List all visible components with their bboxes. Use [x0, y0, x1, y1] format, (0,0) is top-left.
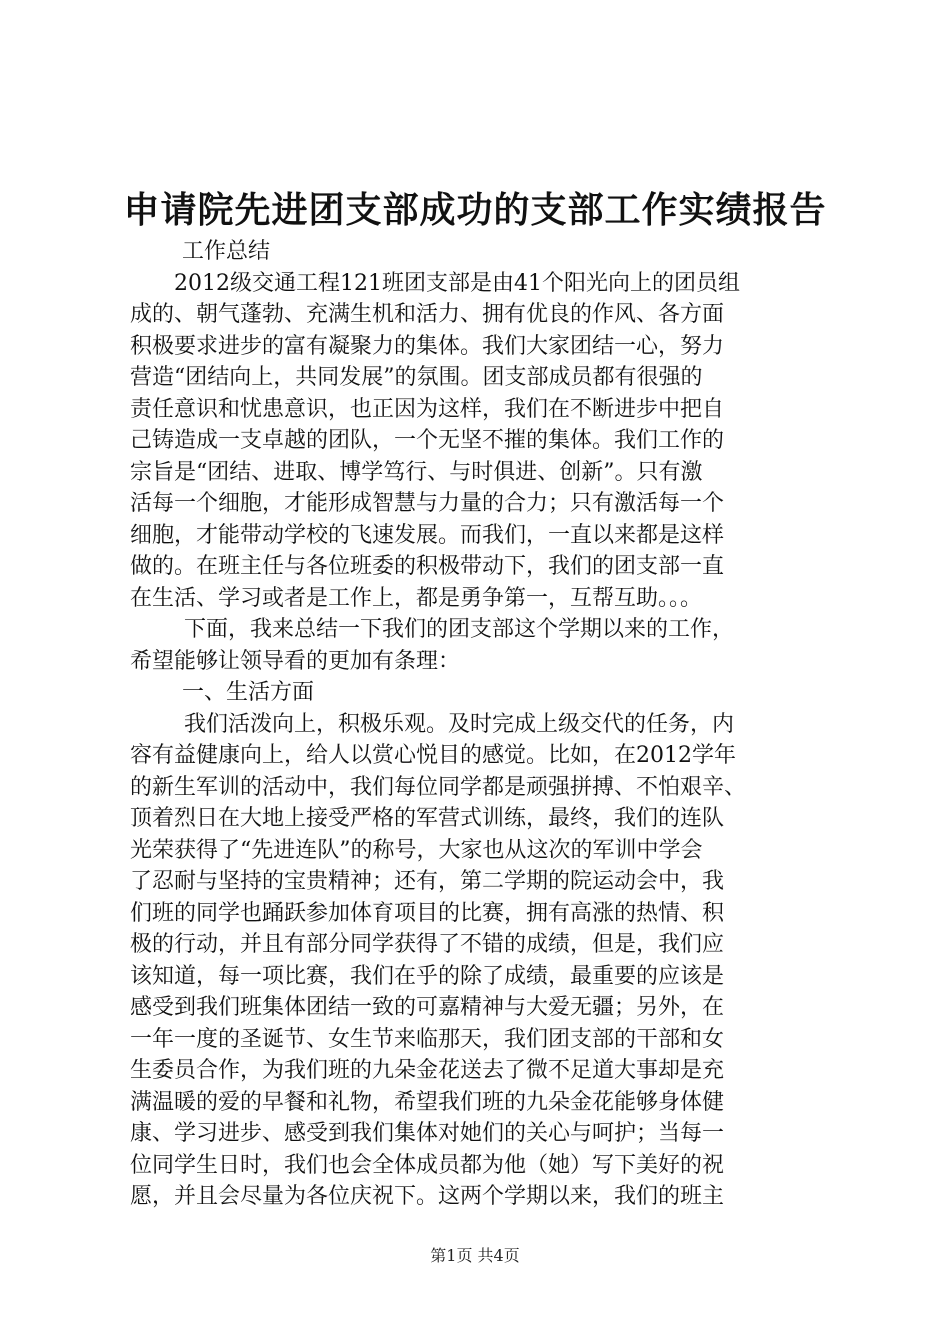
paragraph-line: 顶着烈日在大地上接受严格的军营式训练，最终，我们的连队 [130, 806, 725, 831]
paragraph-line: 责任意识和忧患意识，也正因为这样，我们在不断进步中把自 [130, 396, 725, 422]
paragraph-line: 满温暖的爱的早餐和礼物，希望我们班的九朵金花能够身体健 [130, 1089, 725, 1115]
paragraph-line: 位同学生日时，我们也会全体成员都为他（她）写下美好的祝 [130, 1152, 725, 1178]
paragraph-line: 希望能够让领导看的更加有条理： [130, 648, 461, 674]
paragraph-line: 感受到我们班集体团结一致的可嘉精神与大爱无疆；另外，在 [130, 995, 725, 1020]
paragraph-line: 成的、朝气蓬勃、充满生机和活力、拥有优良的作风、各方面 [130, 302, 725, 327]
paragraph-line: 极的行动，并且有部分同学获得了不错的成绩，但是，我们应 [130, 932, 725, 957]
paragraph-line: 细胞，才能带动学校的飞速发展。而我们，一直以来都是这样 [130, 522, 725, 548]
page-number: 第1页 共4页 [430, 1246, 520, 1265]
paragraph-line: 的新生军训的活动中，我们每位同学都是顽强拼搏、不怕艰辛、 [130, 774, 747, 800]
section-heading: 工作总结 [182, 239, 271, 264]
paragraph-line: 我们活泼向上，积极乐观。及时完成上级交代的任务，内 [184, 711, 735, 737]
paragraph-line: 下面，我来总结一下我们的团支部这个学期以来的工作， [184, 617, 735, 642]
paragraph-line: 2012级交通工程121班团支部是由41个阳光向上的团员组 [174, 270, 740, 296]
paragraph-line: 营造“团结向上，共同发展”的氛围。团支部成员都有很强的 [130, 365, 703, 390]
paragraph-line: 己铸造成一支卓越的团队，一个无坚不摧的集体。我们工作的 [130, 428, 725, 453]
paragraph-line: 生委员合作，为我们班的九朵金花送去了微不足道大事却是充 [130, 1058, 725, 1083]
document-body [130, 236, 830, 1213]
paragraph-line: 一年一度的圣诞节、女生节来临那天，我们团支部的干部和女 [130, 1026, 725, 1052]
document-title: 申请院先进团支部成功的支部工作实绩报告 [123, 189, 827, 231]
paragraph-line: 容有益健康向上，给人以赏心悦目的感觉。比如，在2012学年 [130, 743, 736, 768]
section-heading: 一、生活方面 [182, 680, 315, 705]
paragraph-line: 积极要求进步的富有凝聚力的集体。我们大家团结一心，努力 [130, 333, 725, 359]
paragraph-line: 光荣获得了“先进连队”的称号，大家也从这次的军训中学会 [130, 837, 703, 863]
paragraph-line: 康、学习进步、感受到我们集体对她们的关心与呵护；当每一 [130, 1121, 725, 1146]
paragraph-line: 们班的同学也踊跃参加体育项目的比赛，拥有高涨的热情、积 [130, 900, 725, 926]
paragraph-line: 在生活、学习或者是工作上，都是勇争第一，互帮互助。。。 [130, 585, 703, 611]
paragraph-line: 该知道，每一项比赛，我们在乎的除了成绩，最重要的应该是 [130, 963, 725, 989]
paragraph-line: 做的。在班主任与各位班委的积极带动下，我们的团支部一直 [130, 554, 725, 579]
paragraph-line: 宗旨是“团结、进取、博学笃行、与时俱进、创新”。只有激 [130, 459, 703, 485]
paragraph-line: 活每一个细胞，才能形成智慧与力量的合力；只有激活每一个 [130, 491, 725, 516]
paragraph-line: 愿，并且会尽量为各位庆祝下。这两个学期以来，我们的班主 [130, 1184, 725, 1209]
paragraph-line: 了忍耐与坚持的宝贵精神；还有，第二学期的院运动会中，我 [130, 869, 725, 894]
